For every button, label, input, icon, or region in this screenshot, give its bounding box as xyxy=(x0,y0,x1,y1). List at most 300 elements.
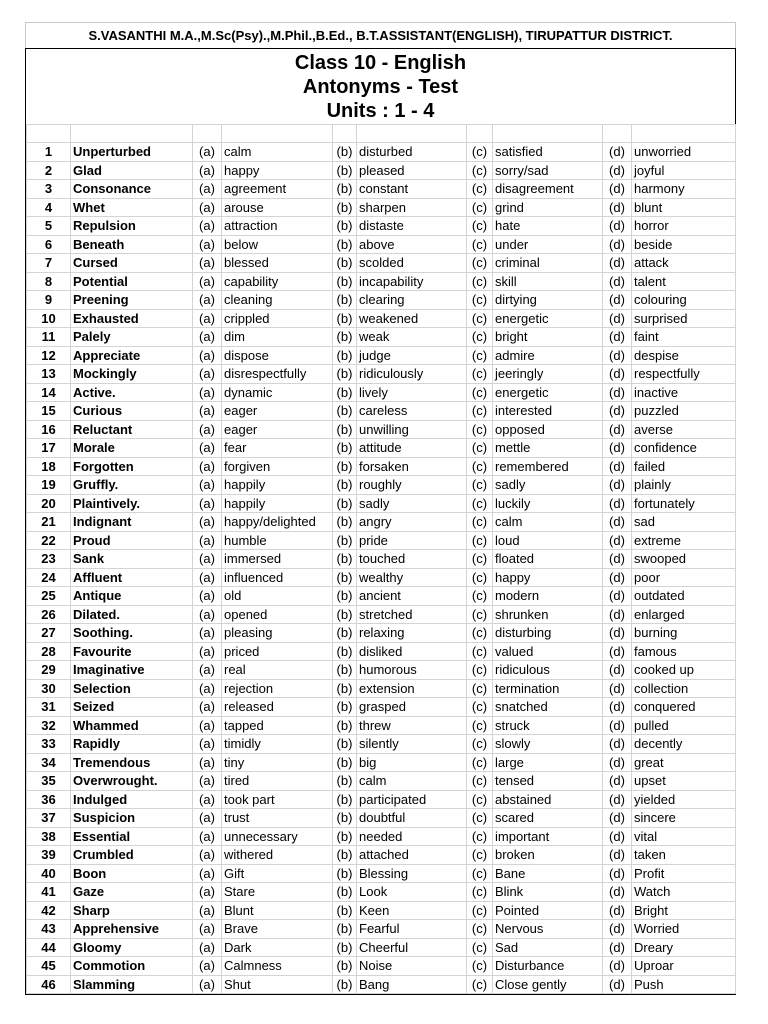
question-number: 28 xyxy=(27,642,71,661)
question-row xyxy=(27,605,736,624)
option-a: Dark xyxy=(222,938,333,957)
option-label-a: (a) xyxy=(193,272,222,291)
option-label-c: (c) xyxy=(467,938,493,957)
question-word: Appreciate xyxy=(71,346,193,365)
option-label-b: (b) xyxy=(333,143,357,162)
option-label-d: (d) xyxy=(603,291,632,310)
question-row xyxy=(27,642,736,661)
option-label-a: (a) xyxy=(193,476,222,495)
option-d: inactive xyxy=(632,383,736,402)
option-b: weakened xyxy=(357,309,467,328)
option-label-d: (d) xyxy=(603,402,632,421)
option-a: unnecessary xyxy=(222,827,333,846)
option-b: sharpen xyxy=(357,198,467,217)
option-label-c: (c) xyxy=(467,365,493,384)
option-label-b: (b) xyxy=(333,901,357,920)
question-number: 36 xyxy=(27,790,71,809)
option-label-b: (b) xyxy=(333,161,357,180)
question-row xyxy=(27,809,736,828)
question-number: 44 xyxy=(27,938,71,957)
question-row xyxy=(27,494,736,513)
question-word: Soothing. xyxy=(71,624,193,643)
option-label-a: (a) xyxy=(193,883,222,902)
option-d: unworried xyxy=(632,143,736,162)
option-label-a: (a) xyxy=(193,365,222,384)
question-word: Palely xyxy=(71,328,193,347)
option-b: humorous xyxy=(357,661,467,680)
question-word: Essential xyxy=(71,827,193,846)
option-label-a: (a) xyxy=(193,753,222,772)
option-a: eager xyxy=(222,402,333,421)
option-a: withered xyxy=(222,846,333,865)
option-b: weak xyxy=(357,328,467,347)
option-c: valued xyxy=(493,642,603,661)
question-number: 26 xyxy=(27,605,71,624)
question-number: 6 xyxy=(27,235,71,254)
option-label-c: (c) xyxy=(467,180,493,199)
question-row xyxy=(27,975,736,994)
option-a: cleaning xyxy=(222,291,333,310)
option-a: dim xyxy=(222,328,333,347)
question-row xyxy=(27,698,736,717)
option-b: careless xyxy=(357,402,467,421)
option-d: Push xyxy=(632,975,736,994)
option-d: yielded xyxy=(632,790,736,809)
option-d: conquered xyxy=(632,698,736,717)
option-label-c: (c) xyxy=(467,790,493,809)
option-label-b: (b) xyxy=(333,346,357,365)
question-word: Dilated. xyxy=(71,605,193,624)
question-number: 45 xyxy=(27,957,71,976)
option-label-c: (c) xyxy=(467,161,493,180)
question-word: Preening xyxy=(71,291,193,310)
option-d: sad xyxy=(632,513,736,532)
option-label-d: (d) xyxy=(603,161,632,180)
option-a: tapped xyxy=(222,716,333,735)
option-label-c: (c) xyxy=(467,827,493,846)
option-label-a: (a) xyxy=(193,531,222,550)
option-label-b: (b) xyxy=(333,476,357,495)
option-label-d: (d) xyxy=(603,846,632,865)
question-row xyxy=(27,383,736,402)
option-label-c: (c) xyxy=(467,864,493,883)
question-row xyxy=(27,864,736,883)
option-c: criminal xyxy=(493,254,603,273)
option-c: Disturbance xyxy=(493,957,603,976)
option-d: fortunately xyxy=(632,494,736,513)
option-b: disliked xyxy=(357,642,467,661)
option-label-c: (c) xyxy=(467,846,493,865)
option-d: talent xyxy=(632,272,736,291)
option-d: harmony xyxy=(632,180,736,199)
option-c: sadly xyxy=(493,476,603,495)
option-label-d: (d) xyxy=(603,309,632,328)
option-label-d: (d) xyxy=(603,346,632,365)
question-row xyxy=(27,217,736,236)
option-c: energetic xyxy=(493,383,603,402)
question-row xyxy=(27,346,736,365)
option-a: below xyxy=(222,235,333,254)
option-a: calm xyxy=(222,143,333,162)
option-c: interested xyxy=(493,402,603,421)
option-a: released xyxy=(222,698,333,717)
option-label-b: (b) xyxy=(333,920,357,939)
option-label-b: (b) xyxy=(333,457,357,476)
option-b: ridiculously xyxy=(357,365,467,384)
question-word: Unperturbed xyxy=(71,143,193,162)
question-number: 21 xyxy=(27,513,71,532)
option-label-d: (d) xyxy=(603,735,632,754)
question-word: Crumbled xyxy=(71,846,193,865)
title-units: Units : 1 - 4 xyxy=(326,100,435,122)
option-label-a: (a) xyxy=(193,328,222,347)
question-number: 32 xyxy=(27,716,71,735)
question-number: 43 xyxy=(27,920,71,939)
question-row xyxy=(27,161,736,180)
question-word: Active. xyxy=(71,383,193,402)
option-d: sincere xyxy=(632,809,736,828)
author-line: S.VASANTHI M.A.,M.Sc(Psy).,M.Phil.,B.Ed., B.T.ASSISTANT(ENGLISH), TIRUPATTUR DISTRICT. xyxy=(25,22,736,48)
option-b: disturbed xyxy=(357,143,467,162)
option-a: eager xyxy=(222,420,333,439)
option-label-d: (d) xyxy=(603,901,632,920)
question-row xyxy=(27,254,736,273)
option-a: rejection xyxy=(222,679,333,698)
question-word: Slamming xyxy=(71,975,193,994)
option-label-b: (b) xyxy=(333,661,357,680)
question-number: 18 xyxy=(27,457,71,476)
option-label-b: (b) xyxy=(333,365,357,384)
question-row xyxy=(27,550,736,569)
question-number: 4 xyxy=(27,198,71,217)
question-number: 42 xyxy=(27,901,71,920)
option-b: touched xyxy=(357,550,467,569)
option-d: taken xyxy=(632,846,736,865)
question-word: Indulged xyxy=(71,790,193,809)
option-b: threw xyxy=(357,716,467,735)
question-number: 34 xyxy=(27,753,71,772)
option-label-d: (d) xyxy=(603,624,632,643)
option-d: Uproar xyxy=(632,957,736,976)
antonyms-table xyxy=(26,124,736,994)
question-number: 10 xyxy=(27,309,71,328)
option-c: termination xyxy=(493,679,603,698)
question-number: 35 xyxy=(27,772,71,791)
option-label-a: (a) xyxy=(193,254,222,273)
option-b: silently xyxy=(357,735,467,754)
question-number: 2 xyxy=(27,161,71,180)
question-number: 8 xyxy=(27,272,71,291)
question-number: 5 xyxy=(27,217,71,236)
option-c: abstained xyxy=(493,790,603,809)
option-d: extreme xyxy=(632,531,736,550)
option-label-c: (c) xyxy=(467,254,493,273)
option-d: Watch xyxy=(632,883,736,902)
question-row xyxy=(27,938,736,957)
option-label-a: (a) xyxy=(193,587,222,606)
option-label-d: (d) xyxy=(603,217,632,236)
option-label-b: (b) xyxy=(333,217,357,236)
option-label-b: (b) xyxy=(333,272,357,291)
option-label-c: (c) xyxy=(467,217,493,236)
option-label-a: (a) xyxy=(193,827,222,846)
option-label-a: (a) xyxy=(193,938,222,957)
option-a: priced xyxy=(222,642,333,661)
option-b: incapability xyxy=(357,272,467,291)
option-d: despise xyxy=(632,346,736,365)
question-number: 24 xyxy=(27,568,71,587)
question-word: Whammed xyxy=(71,716,193,735)
option-b: attached xyxy=(357,846,467,865)
option-b: Keen xyxy=(357,901,467,920)
option-c: satisfied xyxy=(493,143,603,162)
option-label-d: (d) xyxy=(603,494,632,513)
option-c: calm xyxy=(493,513,603,532)
option-c: important xyxy=(493,827,603,846)
question-number: 30 xyxy=(27,679,71,698)
question-row xyxy=(27,328,736,347)
option-label-a: (a) xyxy=(193,198,222,217)
option-d: vital xyxy=(632,827,736,846)
option-label-d: (d) xyxy=(603,272,632,291)
question-word: Commotion xyxy=(71,957,193,976)
option-label-d: (d) xyxy=(603,254,632,273)
option-b: lively xyxy=(357,383,467,402)
option-c: energetic xyxy=(493,309,603,328)
option-a: disrespectfully xyxy=(222,365,333,384)
question-row xyxy=(27,309,736,328)
option-label-c: (c) xyxy=(467,957,493,976)
option-label-c: (c) xyxy=(467,420,493,439)
question-row xyxy=(27,272,736,291)
option-b: distaste xyxy=(357,217,467,236)
question-word: Curious xyxy=(71,402,193,421)
option-c: skill xyxy=(493,272,603,291)
option-c: scared xyxy=(493,809,603,828)
question-word: Overwrought. xyxy=(71,772,193,791)
option-d: cooked up xyxy=(632,661,736,680)
option-label-c: (c) xyxy=(467,309,493,328)
question-number: 40 xyxy=(27,864,71,883)
question-row xyxy=(27,735,736,754)
question-row xyxy=(27,624,736,643)
option-label-b: (b) xyxy=(333,494,357,513)
question-number: 29 xyxy=(27,661,71,680)
question-row xyxy=(27,753,736,772)
option-c: shrunken xyxy=(493,605,603,624)
option-label-b: (b) xyxy=(333,864,357,883)
question-row xyxy=(27,457,736,476)
option-c: ridiculous xyxy=(493,661,603,680)
question-word: Whet xyxy=(71,198,193,217)
question-number: 31 xyxy=(27,698,71,717)
question-number: 39 xyxy=(27,846,71,865)
option-label-a: (a) xyxy=(193,513,222,532)
option-b: attitude xyxy=(357,439,467,458)
option-label-a: (a) xyxy=(193,735,222,754)
option-label-b: (b) xyxy=(333,883,357,902)
option-label-b: (b) xyxy=(333,624,357,643)
option-label-a: (a) xyxy=(193,143,222,162)
option-a: capability xyxy=(222,272,333,291)
option-c: snatched xyxy=(493,698,603,717)
option-b: participated xyxy=(357,790,467,809)
question-row xyxy=(27,365,736,384)
question-row xyxy=(27,198,736,217)
question-row xyxy=(27,476,736,495)
option-label-a: (a) xyxy=(193,957,222,976)
option-d: decently xyxy=(632,735,736,754)
option-label-b: (b) xyxy=(333,605,357,624)
question-row xyxy=(27,235,736,254)
option-label-d: (d) xyxy=(603,235,632,254)
option-label-c: (c) xyxy=(467,605,493,624)
worksheet xyxy=(25,22,736,995)
question-number: 37 xyxy=(27,809,71,828)
question-row xyxy=(27,790,736,809)
option-b: Look xyxy=(357,883,467,902)
question-word: Exhausted xyxy=(71,309,193,328)
spacer-row xyxy=(27,125,736,143)
option-d: confidence xyxy=(632,439,736,458)
question-row xyxy=(27,772,736,791)
question-row xyxy=(27,180,736,199)
question-number: 7 xyxy=(27,254,71,273)
option-b: angry xyxy=(357,513,467,532)
option-label-c: (c) xyxy=(467,975,493,994)
question-row xyxy=(27,957,736,976)
option-c: opposed xyxy=(493,420,603,439)
option-c: loud xyxy=(493,531,603,550)
question-word: Sharp xyxy=(71,901,193,920)
option-c: disagreement xyxy=(493,180,603,199)
option-label-c: (c) xyxy=(467,568,493,587)
option-label-a: (a) xyxy=(193,605,222,624)
option-d: great xyxy=(632,753,736,772)
option-label-a: (a) xyxy=(193,457,222,476)
question-number: 12 xyxy=(27,346,71,365)
option-d: plainly xyxy=(632,476,736,495)
option-d: joyful xyxy=(632,161,736,180)
question-word: Sank xyxy=(71,550,193,569)
option-d: respectfully xyxy=(632,365,736,384)
option-a: trust xyxy=(222,809,333,828)
option-label-c: (c) xyxy=(467,402,493,421)
option-label-d: (d) xyxy=(603,753,632,772)
question-row xyxy=(27,587,736,606)
option-label-d: (d) xyxy=(603,328,632,347)
option-label-b: (b) xyxy=(333,772,357,791)
question-word: Forgotten xyxy=(71,457,193,476)
question-word: Affluent xyxy=(71,568,193,587)
option-b: pleased xyxy=(357,161,467,180)
option-a: pleasing xyxy=(222,624,333,643)
question-number: 3 xyxy=(27,180,71,199)
option-label-d: (d) xyxy=(603,661,632,680)
option-a: Gift xyxy=(222,864,333,883)
question-row xyxy=(27,901,736,920)
option-d: surprised xyxy=(632,309,736,328)
question-number: 9 xyxy=(27,291,71,310)
option-d: upset xyxy=(632,772,736,791)
option-d: pulled xyxy=(632,716,736,735)
question-number: 17 xyxy=(27,439,71,458)
option-label-a: (a) xyxy=(193,679,222,698)
question-row xyxy=(27,920,736,939)
option-a: humble xyxy=(222,531,333,550)
option-a: tired xyxy=(222,772,333,791)
option-c: tensed xyxy=(493,772,603,791)
question-word: Seized xyxy=(71,698,193,717)
title-test: Antonyms - Test xyxy=(302,76,459,98)
option-label-b: (b) xyxy=(333,531,357,550)
option-label-b: (b) xyxy=(333,698,357,717)
option-label-d: (d) xyxy=(603,180,632,199)
option-c: Nervous xyxy=(493,920,603,939)
option-label-d: (d) xyxy=(603,587,632,606)
question-row xyxy=(27,143,736,162)
option-label-c: (c) xyxy=(467,550,493,569)
question-row xyxy=(27,883,736,902)
option-label-a: (a) xyxy=(193,864,222,883)
option-label-d: (d) xyxy=(603,513,632,532)
option-c: hate xyxy=(493,217,603,236)
option-label-a: (a) xyxy=(193,420,222,439)
option-c: dirtying xyxy=(493,291,603,310)
option-label-c: (c) xyxy=(467,272,493,291)
option-label-d: (d) xyxy=(603,457,632,476)
question-word: Reluctant xyxy=(71,420,193,439)
option-a: immersed xyxy=(222,550,333,569)
question-number: 25 xyxy=(27,587,71,606)
option-b: judge xyxy=(357,346,467,365)
option-a: happy xyxy=(222,161,333,180)
option-label-a: (a) xyxy=(193,346,222,365)
question-number: 20 xyxy=(27,494,71,513)
option-label-a: (a) xyxy=(193,161,222,180)
option-label-d: (d) xyxy=(603,550,632,569)
option-a: dispose xyxy=(222,346,333,365)
option-a: took part xyxy=(222,790,333,809)
question-row xyxy=(27,661,736,680)
option-b: ancient xyxy=(357,587,467,606)
option-a: Stare xyxy=(222,883,333,902)
option-c: grind xyxy=(493,198,603,217)
option-label-d: (d) xyxy=(603,920,632,939)
option-c: jeeringly xyxy=(493,365,603,384)
option-label-d: (d) xyxy=(603,716,632,735)
option-b: constant xyxy=(357,180,467,199)
question-word: Indignant xyxy=(71,513,193,532)
option-label-c: (c) xyxy=(467,753,493,772)
option-a: attraction xyxy=(222,217,333,236)
option-label-d: (d) xyxy=(603,439,632,458)
option-label-c: (c) xyxy=(467,476,493,495)
option-label-c: (c) xyxy=(467,735,493,754)
option-a: influenced xyxy=(222,568,333,587)
option-a: agreement xyxy=(222,180,333,199)
option-label-a: (a) xyxy=(193,402,222,421)
question-word: Potential xyxy=(71,272,193,291)
option-d: burning xyxy=(632,624,736,643)
option-a: Shut xyxy=(222,975,333,994)
option-d: Worried xyxy=(632,920,736,939)
option-c: Sad xyxy=(493,938,603,957)
option-b: extension xyxy=(357,679,467,698)
option-b: big xyxy=(357,753,467,772)
option-label-b: (b) xyxy=(333,309,357,328)
option-c: Bane xyxy=(493,864,603,883)
